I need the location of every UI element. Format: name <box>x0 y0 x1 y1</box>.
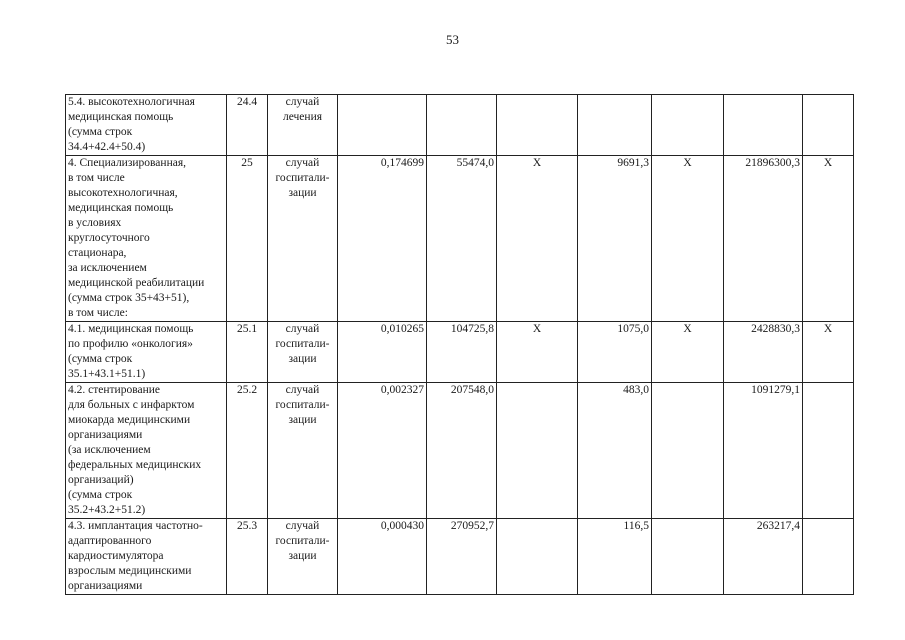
x-cell <box>652 383 724 519</box>
x-cell: X <box>652 156 724 322</box>
total-cell: 2428830,3 <box>724 322 803 383</box>
volume-cell: 116,5 <box>578 519 652 595</box>
total-cell <box>724 95 803 156</box>
cost-cell: 55474,0 <box>427 156 497 322</box>
row-name-cell: 5.4. высокотехнологичная медицинская помощь (сумма строк 34.4+42.4+50.4) <box>66 95 227 156</box>
cost-cell: 104725,8 <box>427 322 497 383</box>
x-cell: X <box>652 322 724 383</box>
x-cell <box>803 519 854 595</box>
table-row <box>66 519 854 595</box>
norm-cell <box>338 95 427 156</box>
volume-cell <box>578 95 652 156</box>
x-cell <box>497 519 578 595</box>
volume-cell: 1075,0 <box>578 322 652 383</box>
norm-cell: 0,010265 <box>338 322 427 383</box>
row-number-cell: 25.1 <box>227 322 268 383</box>
x-cell: X <box>497 156 578 322</box>
page-number: 53 <box>446 32 459 47</box>
row-name-cell: 4. Специализированная, в том числе высокотехнологичная, медицинская помощь в условиях круглосуточного стационара, за исключением медицинской реабилитации (сумма строк 35+43+51), в том числе: <box>66 156 227 322</box>
volume-cell: 483,0 <box>578 383 652 519</box>
x-cell: X <box>803 156 854 322</box>
cost-cell <box>427 95 497 156</box>
x-cell: X <box>803 322 854 383</box>
row-number-cell: 24.4 <box>227 95 268 156</box>
total-cell: 263217,4 <box>724 519 803 595</box>
x-cell <box>803 383 854 519</box>
norm-cell: 0,000430 <box>338 519 427 595</box>
row-name-cell: 4.2. стентирование для больных с инфарктом миокарда медицинскими организациями (за исключением федеральных медицинских организаций) (сумма строк 35.2+43.2+51.2) <box>66 383 227 519</box>
norm-cell: 0,174699 <box>338 156 427 322</box>
unit-cell: случай госпитали- зации <box>268 322 338 383</box>
x-cell: X <box>497 322 578 383</box>
row-number-cell: 25.2 <box>227 383 268 519</box>
unit-cell: случай лечения <box>268 95 338 156</box>
volume-cell: 9691,3 <box>578 156 652 322</box>
table-row <box>66 95 854 156</box>
table-row <box>66 383 854 519</box>
x-cell <box>652 519 724 595</box>
total-cell: 21896300,3 <box>724 156 803 322</box>
x-cell <box>803 95 854 156</box>
data-table <box>65 94 854 595</box>
total-cell: 1091279,1 <box>724 383 803 519</box>
cost-cell: 270952,7 <box>427 519 497 595</box>
unit-cell: случай госпитали- зации <box>268 383 338 519</box>
row-number-cell: 25.3 <box>227 519 268 595</box>
table-row <box>66 156 854 322</box>
row-name-cell: 4.3. имплантация частотно- адаптированного кардиостимулятора взрослым медицинскими организациями <box>66 519 227 595</box>
unit-cell: случай госпитали- зации <box>268 156 338 322</box>
row-number-cell: 25 <box>227 156 268 322</box>
row-name-cell: 4.1. медицинская помощь по профилю «онкология» (сумма строк 35.1+43.1+51.1) <box>66 322 227 383</box>
norm-cell: 0,002327 <box>338 383 427 519</box>
x-cell <box>497 383 578 519</box>
cost-cell: 207548,0 <box>427 383 497 519</box>
unit-cell: случай госпитали- зации <box>268 519 338 595</box>
x-cell <box>497 95 578 156</box>
x-cell <box>652 95 724 156</box>
table-row <box>66 322 854 383</box>
